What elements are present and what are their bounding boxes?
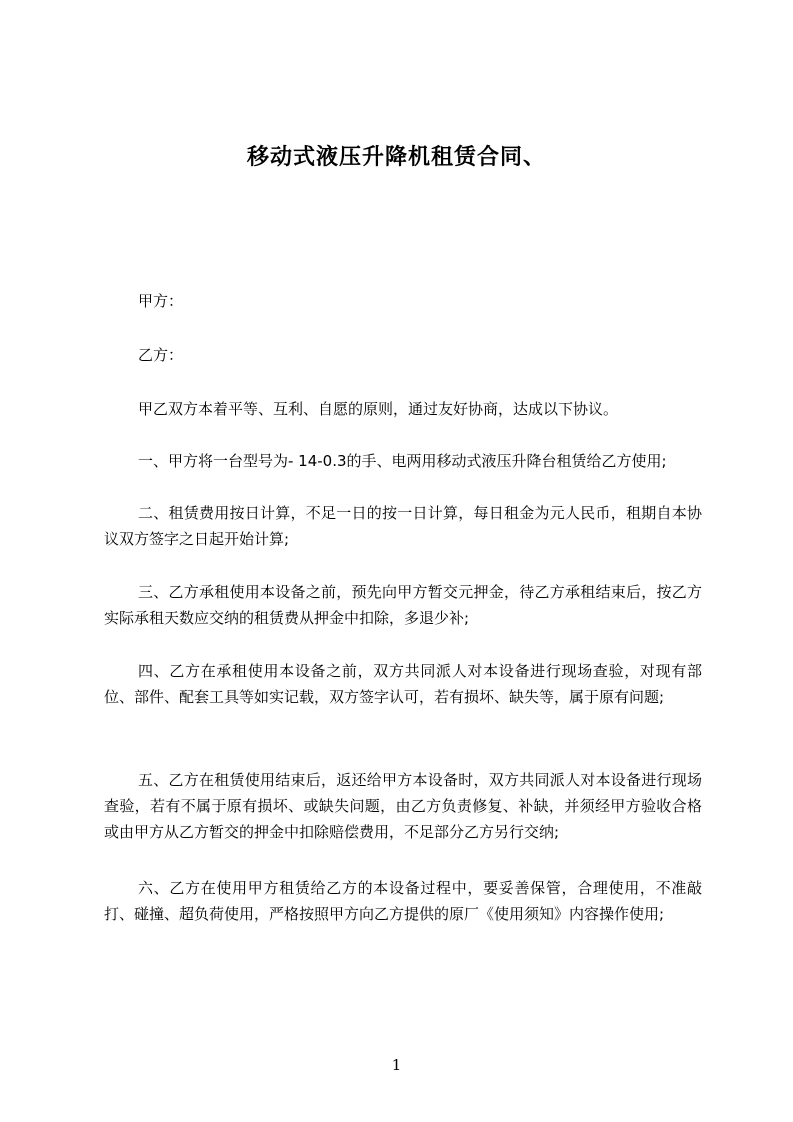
clause-2: 二、租赁费用按日计算，不足一日的按一日计算，每日租金为元人民币，租期自本协议双方签字之日起开始计算;	[104, 504, 702, 548]
party-a-label: 甲方：	[138, 292, 184, 310]
party-b-label: 乙方：	[138, 346, 184, 364]
document-title: 移动式液压升降机租赁合同、	[246, 145, 546, 170]
clause-5: 五、乙方在租赁使用结束后，返还给甲方本设备时，双方共同派人对本设备进行现场查验，若有不属于原有损坏、或缺失问题，由乙方负责修复、补缺，并须经甲方验收合格或由甲方从乙方暂交的押金中扣除赔偿费用，不足部分乙方另行交纳;	[104, 771, 702, 841]
clause-3: 三、乙方承租使用本设备之前，预先向甲方暂交元押金，待乙方承租结束后，按乙方实际承租天数应交纳的租赁费从押金中扣除，多退少补;	[104, 583, 702, 627]
page-number: 1	[391, 1056, 402, 1074]
clause-4: 四、乙方在承租使用本设备之前，双方共同派人对本设备进行现场查验，对现有部位、部件、配套工具等如实记载，双方签字认可，若有损坏、缺失等，属于原有问题;	[104, 662, 702, 706]
intro-paragraph: 甲乙双方本着平等、互利、自愿的原则，通过友好协商，达成以下协议。	[138, 400, 619, 418]
clause-1: 一、甲方将一台型号为- 14-0.3的手、电两用移动式液压升降台租赁给乙方使用;	[138, 452, 667, 470]
clause-6: 六、乙方在使用甲方租赁给乙方的本设备过程中，要妥善保管，合理使用，不准敲打、碰撞、超负荷使用，严格按照甲方向乙方提供的原厂《使用须知》内容操作使用;	[104, 879, 702, 923]
